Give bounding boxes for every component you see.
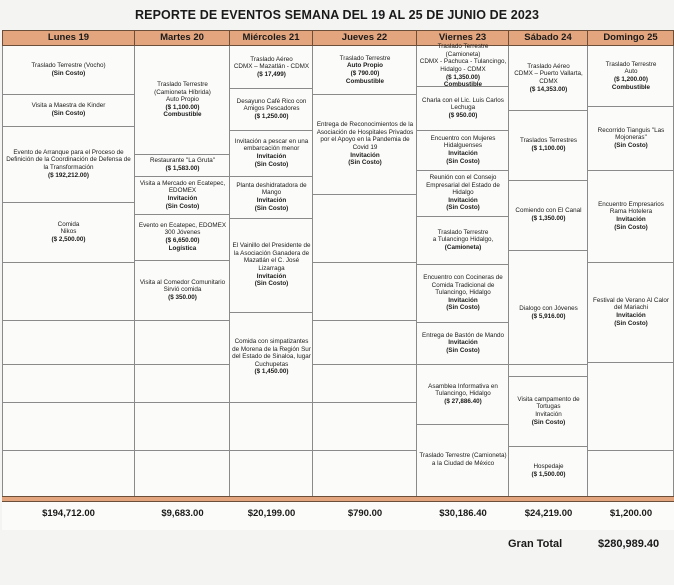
event-cell bbox=[417, 130, 509, 170]
event-description: Encuentro con Cocineras de Comida Tradicional de Tulancingo, Hidalgo bbox=[423, 274, 503, 297]
event-description: Dialogo con Jóvenes bbox=[519, 305, 578, 313]
event-cost: ($ 950.00) bbox=[448, 111, 478, 119]
event-description: Charla con el Lic. Luis Carlos Lechuga bbox=[422, 96, 504, 112]
event-description: Comida con simpatizantes de Morena de la Región Sur del Estado de Sinaloa, lugar Cuchupetas bbox=[232, 338, 311, 368]
day-total: $194,712.00 bbox=[42, 508, 95, 519]
event-cost: Combustible bbox=[443, 81, 483, 89]
day-total: $790.00 bbox=[347, 508, 383, 519]
event-description: Traslado Terrestre Auto bbox=[605, 60, 657, 76]
report-title: REPORTE DE EVENTOS SEMANA DEL 19 AL 25 DE JUNIO DE 2023 bbox=[135, 8, 539, 22]
event-description: Evento en Ecatepec, EDOMEX 300 Jóvenes bbox=[138, 221, 227, 237]
event-cell bbox=[417, 86, 509, 130]
event-description: Entrega de Bastón de Mando bbox=[422, 331, 504, 339]
event-cost: (Sin Costo) bbox=[446, 204, 480, 212]
grand-total-label: Gran Total bbox=[508, 538, 563, 550]
event-cell bbox=[588, 46, 674, 106]
event-cost: Invitación bbox=[167, 195, 198, 202]
row-divider bbox=[2, 450, 135, 451]
day-total: $9,683.00 bbox=[161, 508, 204, 519]
event-cost: (Sin Costo) bbox=[254, 204, 289, 212]
event-cell bbox=[509, 250, 588, 376]
event-cell bbox=[588, 106, 674, 170]
event-description: Restaurante "La Gruta" bbox=[149, 157, 216, 165]
event-cost: Logística bbox=[168, 244, 197, 252]
event-cost: Invitación bbox=[256, 272, 287, 280]
event-cost: ($ 14,353.00) bbox=[529, 85, 568, 93]
event-description: Reunión con el Consejo Empresarial del Estado de Hidalgo bbox=[426, 174, 500, 197]
row-divider bbox=[588, 450, 674, 451]
event-cost: Invitación bbox=[616, 312, 646, 319]
event-description: Visita a Maestra de Kinder bbox=[31, 102, 106, 110]
row-divider bbox=[313, 450, 417, 451]
event-cost: Invitación bbox=[448, 339, 478, 347]
event-cost: ($ 5,916.00) bbox=[531, 313, 566, 320]
event-description: Invitación a pescar en una embarcación menor bbox=[234, 137, 309, 153]
event-description: Encuentro Empresarios Rama Hotelera bbox=[598, 200, 664, 216]
event-description: Traslado Aéreo CDMX – Puerto Vallarta, CDMX bbox=[514, 62, 583, 85]
event-cell bbox=[313, 46, 417, 94]
row-divider bbox=[588, 362, 674, 363]
event-cost: Invitación bbox=[616, 216, 646, 223]
row-divider bbox=[2, 364, 135, 365]
event-description: Festival de Verano Al Calor del Mariachi bbox=[593, 296, 669, 312]
event-cell bbox=[313, 94, 417, 194]
event-cell bbox=[135, 154, 230, 176]
event-description: Desayuno Café Rico con Amigos Pescadores bbox=[236, 97, 307, 113]
event-cell bbox=[2, 202, 135, 262]
event-description: Traslado Terrestre (Vocho) bbox=[31, 62, 106, 70]
event-cell bbox=[2, 126, 135, 202]
event-cell bbox=[230, 312, 313, 402]
event-cost: ($ 1,450.00) bbox=[254, 368, 289, 376]
event-cost: ($ 17,499) bbox=[257, 70, 286, 78]
event-description: Recorrido Tianguis "Las Mojoneras" bbox=[597, 126, 665, 142]
event-cost: Invitación bbox=[256, 197, 287, 204]
row-divider bbox=[2, 320, 135, 321]
event-cost: ($ 350.00) bbox=[168, 293, 197, 301]
event-cost: ($ 192,212.00) bbox=[48, 171, 89, 179]
event-description: Traslados Terrestres bbox=[519, 137, 578, 145]
event-cell bbox=[135, 260, 230, 320]
event-cell bbox=[230, 130, 313, 176]
day-total: $20,199.00 bbox=[247, 508, 296, 519]
event-cell bbox=[230, 88, 313, 130]
event-cell bbox=[417, 364, 509, 424]
event-cost: (Sin Costo) bbox=[531, 418, 566, 426]
event-cost: Invitación bbox=[448, 296, 478, 304]
day-header: Miércoles 21 bbox=[230, 30, 313, 46]
event-cell bbox=[417, 322, 509, 364]
event-cell bbox=[509, 376, 588, 446]
row-divider bbox=[313, 320, 417, 321]
event-cost: (Sin Costo) bbox=[446, 346, 480, 354]
event-cost: (Sin Costo) bbox=[614, 319, 648, 327]
event-cost: (Sin Costo) bbox=[254, 160, 289, 168]
event-description: El Vainillo del Presidente de la Asociación Ganadera de Mazatlán el C. José Lizarraga bbox=[232, 242, 311, 272]
event-description: Planta deshidratadora de Mango bbox=[236, 181, 307, 197]
event-description: Visita a Mercado en Ecatepec, EDOMEX bbox=[139, 179, 226, 195]
event-description: Comida Nikos bbox=[57, 220, 80, 236]
event-cost: ($ 1,200.00) bbox=[614, 76, 648, 83]
day-total: $24,219.00 bbox=[524, 508, 573, 519]
event-cost: ($ 6,650.00) bbox=[165, 237, 200, 244]
event-description: Traslado Terrestre bbox=[339, 54, 391, 62]
day-header: Lunes 19 bbox=[2, 30, 135, 46]
event-cost: ($ 1,250.00) bbox=[254, 112, 289, 120]
event-cost: (Sin Costo) bbox=[446, 304, 480, 312]
event-cell bbox=[2, 46, 135, 94]
event-cell bbox=[417, 424, 509, 496]
row-divider bbox=[2, 402, 135, 403]
event-cost: Invitación bbox=[256, 153, 287, 160]
row-divider bbox=[230, 450, 313, 451]
grand-total-value: $280,989.40 bbox=[598, 538, 660, 550]
event-cost: Auto Propio bbox=[346, 62, 384, 70]
row-divider bbox=[313, 262, 417, 263]
row-divider bbox=[2, 262, 135, 263]
event-cell bbox=[509, 46, 588, 110]
event-cell bbox=[417, 43, 509, 89]
event-cell bbox=[135, 214, 230, 260]
event-cell bbox=[509, 446, 588, 496]
event-description: Visita campamento de Tortugas Invitación bbox=[517, 395, 580, 418]
event-description: Entrega de Reconocimientos de la Asociación de Hospitales Privados por el Apoyo en la Pandemia de Covid 19 bbox=[316, 121, 414, 151]
event-cost: ($ 1,100.00) bbox=[165, 103, 200, 111]
event-cost: Combustible bbox=[163, 111, 202, 119]
event-cost: (Sin Costo) bbox=[614, 141, 648, 149]
day-total: $30,186.40 bbox=[439, 508, 487, 519]
event-cell bbox=[230, 176, 313, 218]
row-divider bbox=[313, 402, 417, 403]
event-cell bbox=[230, 46, 313, 88]
event-cell bbox=[588, 170, 674, 262]
event-description: Encuentro con Mujeres Hidalguenses bbox=[430, 134, 496, 150]
row-divider bbox=[135, 320, 230, 321]
event-cell bbox=[509, 180, 588, 250]
event-cost: Invitación bbox=[350, 151, 380, 159]
event-cost: (Sin Costo) bbox=[614, 223, 648, 231]
event-description: Comiendo con El Canal bbox=[515, 207, 582, 215]
event-cost: ($ 2,500.00) bbox=[51, 235, 86, 243]
event-cell bbox=[2, 94, 135, 126]
event-cost: (Sin Costo) bbox=[348, 159, 382, 167]
event-cost: Invitación bbox=[448, 196, 478, 204]
event-cell bbox=[417, 264, 509, 322]
event-description: Traslado Terrestre a Tulancingo Hidalgo, bbox=[432, 228, 494, 244]
event-cell bbox=[588, 262, 674, 362]
event-cell bbox=[509, 110, 588, 180]
event-cost: Invitación bbox=[448, 150, 478, 157]
event-cost: Combustible bbox=[345, 77, 385, 85]
row-divider bbox=[135, 402, 230, 403]
event-description: Asamblea Informativa en Tulancingo, Hidalgo bbox=[428, 382, 498, 398]
row-divider bbox=[313, 364, 417, 365]
event-description: Traslado Terrestre (Camioneta) a la Ciudad de México bbox=[419, 452, 507, 467]
row-divider bbox=[230, 402, 313, 403]
event-cost: (Sin Costo) bbox=[51, 70, 86, 77]
event-cell bbox=[230, 218, 313, 312]
day-header: Domingo 25 bbox=[588, 30, 674, 46]
event-cost: ($ 1,350.00) bbox=[531, 215, 566, 222]
event-cost: Combustible bbox=[611, 83, 651, 91]
events-table bbox=[2, 30, 674, 530]
event-description: Traslado Terrestre (Camioneta) CDMX - Pachuca - Tulancingo, Hidalgo - CDMX bbox=[419, 43, 507, 73]
event-cost: ($ 1,100.00) bbox=[531, 145, 566, 152]
day-header: Sábado 24 bbox=[509, 30, 588, 46]
event-cell bbox=[417, 216, 509, 264]
event-description: Visita al Comedor Comunitario Sirvió comida bbox=[139, 278, 226, 294]
day-total: $1,200.00 bbox=[609, 508, 653, 519]
day-header: Jueves 22 bbox=[313, 30, 417, 46]
event-cost: (Sin Costo) bbox=[446, 157, 480, 165]
event-cost: ($ 1,500.00) bbox=[531, 471, 566, 478]
event-description: Traslado Aéreo CDMX – Mazatlán - CDMX bbox=[233, 55, 310, 71]
row-divider bbox=[135, 450, 230, 451]
row-divider bbox=[313, 194, 417, 195]
event-description: Hospedaje bbox=[533, 463, 564, 471]
event-cost: (Sin Costo) bbox=[51, 110, 86, 117]
event-cost: ($ 1,583.00) bbox=[165, 165, 200, 172]
day-header: Viernes 23 bbox=[417, 30, 509, 46]
day-header: Martes 20 bbox=[135, 30, 230, 46]
event-cell bbox=[135, 176, 230, 214]
event-cost: (Sin Costo) bbox=[254, 280, 289, 288]
row-divider bbox=[135, 364, 230, 365]
event-cost: (Sin Costo) bbox=[165, 202, 200, 210]
event-description: Evento de Arranque para el Proceso de Definición de la Coordinación de Defensa de la Transformación bbox=[6, 148, 131, 171]
totals-separator-bar bbox=[2, 496, 674, 502]
event-cell bbox=[135, 46, 230, 154]
event-cost: ($ 27,886.40) bbox=[444, 397, 482, 405]
event-description: Traslado Terrestre (Camioneta Híbrida) Auto Propio bbox=[154, 81, 211, 104]
event-cost: ($ 1,350.00) bbox=[446, 73, 480, 81]
event-cell bbox=[417, 170, 509, 216]
event-cost: ($ 790.00) bbox=[350, 70, 380, 77]
event-cost: (Camioneta) bbox=[444, 243, 482, 251]
